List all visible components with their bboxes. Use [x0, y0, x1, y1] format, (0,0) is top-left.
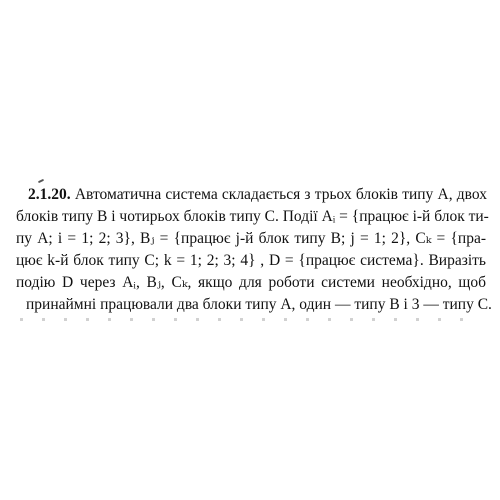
- problem-line-4: цює k-й блок типу С; k = 1; 2; 3; 4} , D = {працює система}. Виразіть: [16, 252, 486, 269]
- problem-line-1: [28, 186, 487, 204]
- problem-line-2: блоків типу В і чотирьох блоків типу С. Події Aᵢ = {працює i-й блок ти-: [16, 208, 489, 225]
- problem-line-5: подію D через Aᵢ, Bⱼ, Cₖ, якщо для роботи системи необхідно, щоб: [16, 274, 486, 291]
- problem-line-3: пу А; i = 1; 2; 3}, Bⱼ = {працює j-й блок типу В; j = 1; 2}, Cₖ = {пра-: [16, 230, 486, 247]
- bleed-through-marks: [20, 318, 480, 321]
- problem-number: 2.1.20.: [28, 186, 71, 203]
- problem-line-1-text: Автоматична система складається з трьох блоків типу А, двох: [74, 186, 488, 203]
- problem-line-6: принаймні працювали два блоки типу А, один — типу В і 3 — типу С.: [26, 296, 492, 313]
